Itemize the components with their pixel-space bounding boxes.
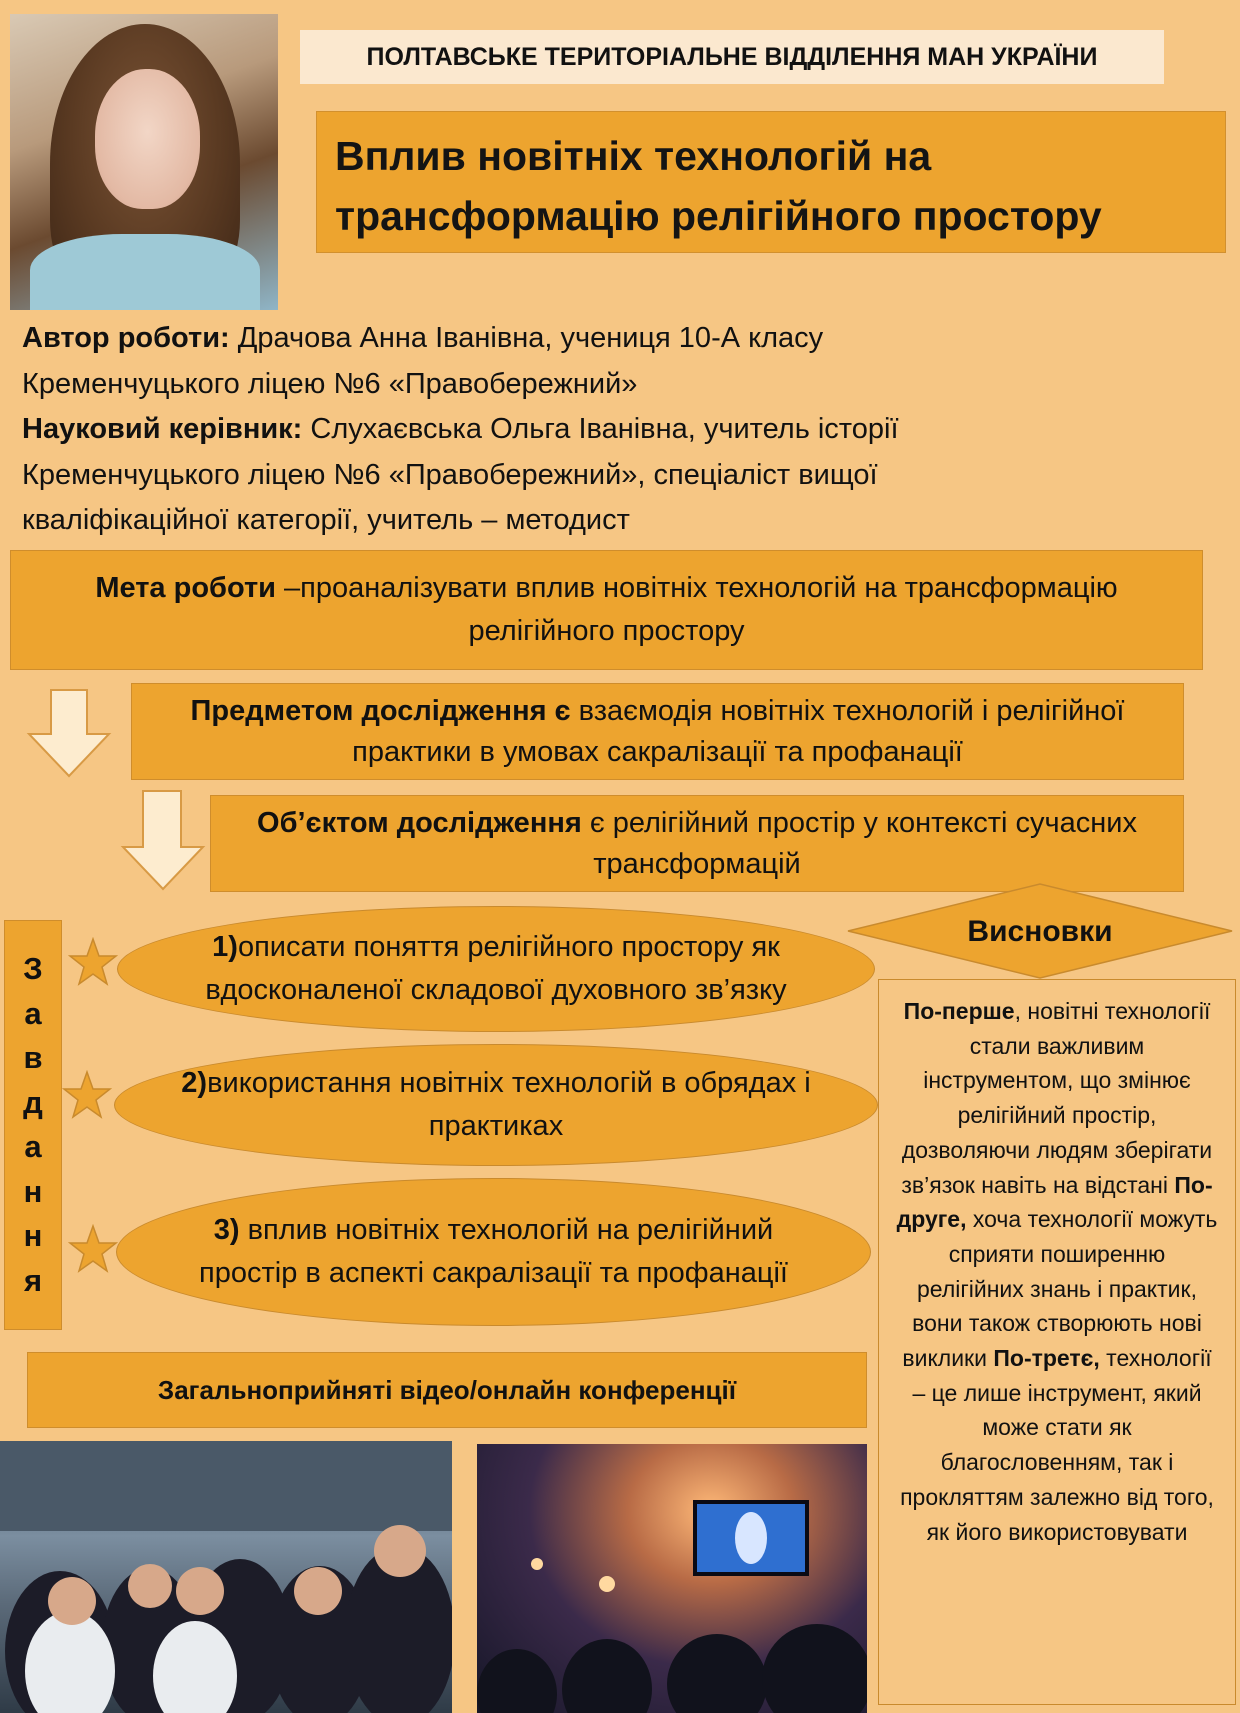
research-subject-box [131,683,1184,780]
goal-text: –проаналізувати вплив новітніх технологій на трансформацію релігійного простору [275,572,1118,647]
task-text: описати поняття релігійного простору як вдосконаленої складової духовного зв’язку [205,931,787,1006]
tasks-letter: в [23,1040,43,1075]
task-item-2 [114,1044,878,1166]
tasks-letter: а [24,995,42,1031]
tasks-letter: я [23,1262,43,1298]
down-arrow-icon [120,789,206,893]
conclusions-box [878,979,1236,1705]
tasks-vertical-label [4,920,62,1330]
task-item-3 [116,1178,871,1326]
conclusion-third-label: По-третє, [993,1345,1100,1372]
supervisor-school: Кременчуцького ліцею №6 «Правобережний», спеціаліст вищої [22,458,878,491]
research-object-box [210,795,1184,892]
object-text: є релігійний простір у контексті сучасних трансформацій [581,806,1137,880]
title-line-2: трансформацію релігійного простору [335,193,1102,239]
task-item-1 [117,906,875,1032]
cinema-photo [477,1444,867,1713]
down-arrow-icon [26,688,112,780]
star-icon [68,1224,118,1274]
task-text: використання новітніх технологій в обрядах і практиках [207,1067,811,1142]
author-name: Драчова Анна Іванівна, учениця 10-А класу [229,322,824,354]
task-number: 1) [212,931,238,963]
conclusion-second-label: По-друге, [896,1171,1213,1233]
supervisor-name: Слухаєвська Ольга Іванівна, учитель історії [302,413,899,445]
star-icon [62,1070,112,1120]
subject-text: взаємодія новітніх технологій і релігійної практики в умовах сакралізації та профанації [352,694,1125,768]
object-label: Об’єктом дослідження [257,806,582,839]
poster-title [316,111,1226,253]
tasks-letter: н [23,1173,43,1209]
goal-label: Мета роботи [95,572,276,604]
task-text: вплив новітніх технологій на релігійний простір в аспекті сакралізації та профанації [199,1214,788,1289]
tasks-letter: а [24,1129,42,1164]
supervisor-label: Науковий керівник: [22,413,303,445]
star-icon [68,937,118,987]
subject-label: Предметом дослідження є [190,694,571,727]
tasks-letter: д [23,1084,43,1120]
conclusion-third-text: технології – це лише інструмент, який може стати як благословенням, так і прокляттям залежно від того, як його використовувати [900,1345,1214,1545]
author-photo [10,14,278,310]
goal-box [10,550,1203,670]
task-number: 2) [181,1067,208,1099]
group-photo [0,1441,452,1713]
conclusion-first-label: По-перше [903,998,1015,1024]
conclusions-heading-shape [845,882,1235,980]
author-school: Кременчуцького ліцею №6 «Правобережний» [22,367,638,400]
tasks-letter: З [23,951,43,986]
conclusion-first-text: , новітні технології стали важливим інструментом, що змінює релігійний простір, дозволяючи людям зберігати зв’язок навіть на відстані [901,998,1213,1198]
conclusion-second-text: хоча технології можуть сприяти поширенню релігійних знань і практик, вони також створюють нові виклики [902,1206,1218,1372]
author-info [22,316,1222,544]
tasks-letter: н [23,1218,43,1253]
organization-banner: ПОЛТАВСЬКЕ ТЕРИТОРІАЛЬНЕ ВІДДІЛЕННЯ МАН УКРАЇНИ [300,30,1164,84]
conclusions-heading: Висновки [967,915,1113,948]
supervisor-qualification: кваліфікаційної категорії, учитель – методист [22,504,630,536]
task-number: 3) [213,1214,240,1246]
video-conferences-label: Загальноприйняті відео/онлайн конференції [27,1352,867,1428]
title-line-1: Вплив новітніх технологій на [335,133,932,179]
author-label: Автор роботи: [22,322,230,354]
